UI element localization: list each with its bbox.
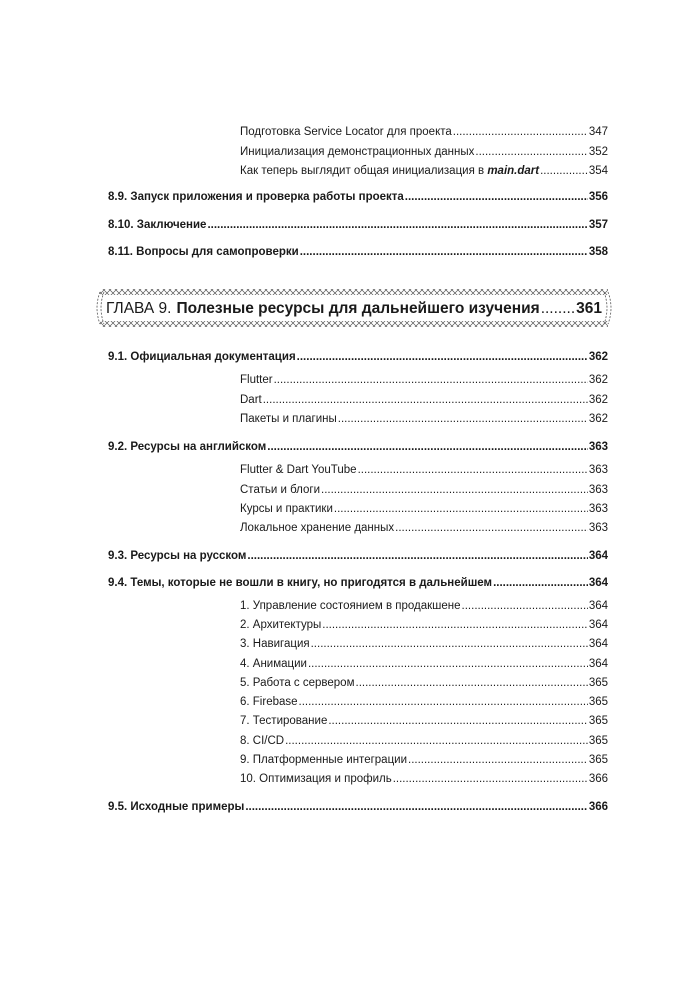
chapter-title: Полезные ресурсы для дальнейшего изучения	[176, 300, 540, 317]
toc-subentry	[240, 143, 608, 161]
toc-section	[108, 243, 608, 261]
toc-subentry	[240, 410, 608, 428]
leader-dots	[358, 461, 588, 479]
toc-page-number: 363	[588, 441, 608, 453]
toc-page-number: 362	[588, 413, 608, 425]
toc-subentry	[240, 500, 608, 518]
toc-page-number: 366	[588, 773, 608, 785]
toc-section-title: 8.11. Вопросы для самопроверки	[108, 246, 299, 258]
toc-page-number: 356	[588, 191, 608, 203]
toc-subentry	[240, 674, 608, 692]
toc-section-title: 8.9. Запуск приложения и проверка работы проекта	[108, 191, 404, 203]
toc-subentry	[240, 481, 608, 499]
toc-subentry	[240, 770, 608, 788]
toc-page-number: 363	[588, 503, 608, 515]
toc-page-number: 365	[588, 754, 608, 766]
toc-subentry-title: 8. CI/CD	[240, 735, 285, 747]
toc-page-number: 357	[588, 219, 608, 231]
leader-dots	[540, 162, 588, 180]
toc-subentry-title: 10. Оптимизация и профиль	[240, 773, 392, 785]
leader-dots	[321, 481, 588, 499]
toc-subentry	[240, 635, 608, 653]
toc-subentry-title: Курсы и практики	[240, 503, 333, 515]
leader-dots	[311, 635, 588, 653]
toc-page-number: 366	[588, 801, 608, 813]
toc-section-title: 9.5. Исходные примеры	[108, 801, 245, 813]
leader-dots	[541, 298, 575, 320]
toc-subentry-title: Flutter	[240, 374, 273, 386]
toc-page-number: 365	[588, 696, 608, 708]
toc-subentry	[240, 597, 608, 615]
leader-dots	[338, 410, 588, 428]
leader-dots	[245, 798, 587, 816]
leader-dots	[247, 547, 587, 565]
toc-section	[108, 574, 608, 592]
leader-dots	[297, 348, 588, 366]
toc-subentry	[240, 655, 608, 673]
leader-dots	[475, 143, 587, 161]
toc-page-number: 363	[588, 522, 608, 534]
toc-section-title: 9.3. Ресурсы на русском	[108, 550, 247, 562]
toc-subentry-title: 5. Работа с сервером	[240, 677, 355, 689]
toc-page-number: 362	[588, 374, 608, 386]
toc-section	[108, 348, 608, 366]
leader-dots	[322, 616, 588, 634]
toc-page-number: 364	[588, 577, 608, 589]
leader-dots	[328, 712, 587, 730]
toc-subentry	[240, 519, 608, 537]
code-filename: main.dart	[487, 165, 540, 177]
toc-subentry-title: 9. Платформенные интеграции	[240, 754, 408, 766]
chapter-entry	[106, 298, 602, 320]
leader-dots	[453, 123, 588, 141]
toc-subentry-title: 3. Навигация	[240, 638, 310, 650]
toc-section-title: 9.4. Темы, которые не вошли в книгу, но пригодятся в дальнейшем	[108, 577, 493, 589]
toc-page-number: 347	[588, 126, 608, 138]
toc-section	[108, 188, 608, 206]
leader-dots	[308, 655, 588, 673]
toc-page-number: 365	[588, 735, 608, 747]
leader-dots	[408, 751, 588, 769]
toc-subentry-title: Пакеты и плагины	[240, 413, 337, 425]
toc-subentry-title	[240, 162, 539, 180]
toc-subentry	[240, 162, 608, 180]
toc-page-number: 365	[588, 715, 608, 727]
leader-dots	[405, 188, 588, 206]
leader-dots	[267, 438, 588, 456]
leader-dots	[356, 674, 588, 692]
leader-dots	[285, 732, 588, 750]
leader-dots	[493, 574, 588, 592]
leader-dots	[395, 519, 588, 537]
toc-subentry-title: Инициализация демонстрационных данных	[240, 146, 475, 158]
toc-subentry	[240, 732, 608, 750]
toc-section	[108, 547, 608, 565]
toc-page-number: 363	[588, 484, 608, 496]
toc-section	[108, 798, 608, 816]
toc-subentry-title: 1. Управление состоянием в продакшене	[240, 600, 461, 612]
toc-subentry	[240, 391, 608, 409]
toc-page-number: 362	[588, 394, 608, 406]
toc-subentry-title: 6. Firebase	[240, 696, 298, 708]
toc-subentry-title: Flutter & Dart YouTube	[240, 464, 357, 476]
toc-subentry	[240, 693, 608, 711]
toc-page-number: 364	[588, 550, 608, 562]
toc-subentry-title: Локальное хранение данных	[240, 522, 395, 534]
toc-page-number: 364	[588, 658, 608, 670]
toc-subentry-title: Dart	[240, 394, 262, 406]
toc-subentry-title: Подготовка Service Locator для проекта	[240, 126, 452, 138]
leader-dots	[334, 500, 588, 518]
toc-page-number: 354	[588, 165, 608, 177]
toc-page-number: 358	[588, 246, 608, 258]
chapter-heading	[92, 287, 616, 329]
toc-subentry-title: 4. Анимации	[240, 658, 307, 670]
toc-subentry	[240, 616, 608, 634]
toc-section-title: 8.10. Заключение	[108, 219, 207, 231]
toc-page-number: 364	[588, 600, 608, 612]
toc-subentry-title-text: Как теперь выглядит общая инициализация в	[240, 165, 488, 177]
leader-dots	[274, 371, 588, 389]
leader-dots	[299, 693, 588, 711]
toc-subentry	[240, 461, 608, 479]
toc-subentry-title: Статьи и блоги	[240, 484, 321, 496]
leader-dots	[393, 770, 588, 788]
leader-dots	[207, 216, 587, 234]
toc-section	[108, 216, 608, 234]
toc-subentry	[240, 123, 608, 141]
toc-subentry-title: 2. Архитектуры	[240, 619, 322, 631]
toc-page-number: 364	[588, 619, 608, 631]
toc-page-number: 364	[588, 638, 608, 650]
toc-page-number: 362	[588, 351, 608, 363]
toc-page-number: 361	[576, 300, 602, 317]
toc-subentry	[240, 712, 608, 730]
toc-page-number: 363	[588, 464, 608, 476]
leader-dots	[462, 597, 588, 615]
toc-page-number: 352	[588, 146, 608, 158]
toc-page-number: 365	[588, 677, 608, 689]
toc-section-title: 9.1. Официальная документация	[108, 351, 296, 363]
leader-dots	[300, 243, 588, 261]
toc-subentry	[240, 371, 608, 389]
chapter-label: ГЛАВА 9.	[106, 300, 172, 317]
leader-dots	[263, 391, 588, 409]
toc-subentry-title: 7. Тестирование	[240, 715, 328, 727]
toc-section-title: 9.2. Ресурсы на английском	[108, 441, 267, 453]
toc-section	[108, 438, 608, 456]
toc-subentry	[240, 751, 608, 769]
